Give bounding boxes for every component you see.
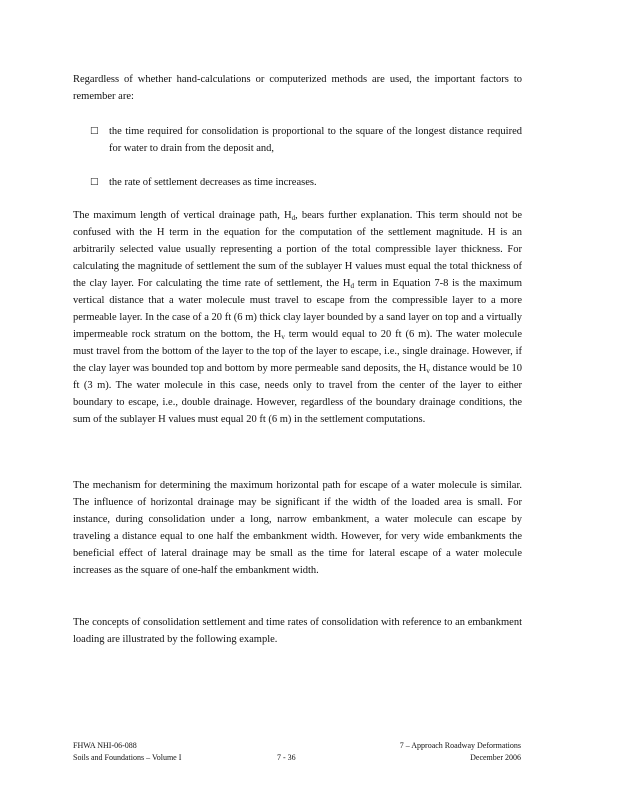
footer-report-number: FHWA NHI-06-088 bbox=[73, 741, 137, 750]
subscript-v: v bbox=[281, 333, 285, 341]
bullet-item-consolidation-time bbox=[90, 123, 522, 157]
subscript-v: v bbox=[426, 367, 430, 375]
text-run: The maximum length of vertical drainage path, H bbox=[73, 210, 292, 221]
footer-right bbox=[400, 740, 521, 764]
checkbox-bullet-icon: □ bbox=[90, 177, 99, 187]
footer-left bbox=[73, 740, 181, 764]
text-run: term would equal to 20 ft (6 m). The water molecule must travel from the bottom of the layer to the top of the layer to escape, i.e., single drainage. However, if the clay layer was bounded top and bottom by more permeable sand deposits, the H bbox=[73, 329, 523, 374]
concepts-paragraph: The concepts of consolidation settlement and time rates of consolidation with reference to an embankment loading are illustrated by the following example. bbox=[73, 617, 522, 645]
footer-volume-title: Soils and Foundations – Volume I bbox=[73, 753, 182, 762]
bullet-text: the time required for consolidation is proportional to the square of the longest distance required for water to drain from the deposit and, bbox=[109, 126, 522, 154]
bullet-text: the rate of settlement decreases as time increases. bbox=[109, 177, 317, 188]
text-run: distance would be 10 ft (3 m). The water molecule in this case, needs only to travel from the center of the layer to either boundary to escape, i.e., double drainage. However, regardless of the boundary drainage conditions, the sum of the sublayer H values must equal 20 ft (6 m) in the settlement computations. bbox=[73, 363, 522, 425]
text-run: , bears further explanation. This term should not be confused with the H term in the equation for the computation of the settlement magnitude. H is an arbitrarily selected value usually representing a portion of the total compressible layer thickness. For calculating the magnitude of settlement the sum of the sublayer H values must equal the total thickness of the clay layer. For calculating the time rate of settlement, the H bbox=[73, 210, 522, 289]
checkbox-bullet-icon: □ bbox=[90, 126, 99, 136]
subscript-d: d bbox=[291, 214, 296, 222]
footer-chapter-title: 7 – Approach Roadway Deformations bbox=[399, 741, 521, 750]
footer-date: December 2006 bbox=[470, 753, 521, 762]
intro-paragraph: Regardless of whether hand-calculations or computerized methods are used, the important factors to remember are: bbox=[73, 74, 522, 102]
text-run: term in Equation 7-8 is the maximum vertical distance that a water molecule must travel to escape from the compressible layer to a more permeable layer. In the case of a 20 ft (6 m) thick clay layer bounded by a sand layer on top and a virtually impermeable rock stratum on the bottom, the H bbox=[73, 278, 523, 340]
drainage-path-paragraph bbox=[73, 207, 522, 428]
page-number: 7 - 36 bbox=[277, 753, 296, 762]
mechanism-paragraph: The mechanism for determining the maximum horizontal path for escape of a water molecule is similar. The influence of horizontal drainage may be significant if the width of the loaded area is small. For instance, during consolidation under a long, narrow embankment, a water molecule can escape by traveling a distance equal to one half the embankment width. However, for very wide embankments the beneficial effect of lateral drainage may be small as the time for lateral escape of a water molecule increases as the square of one-half the embankment width. bbox=[73, 480, 522, 576]
bullet-item-settlement-rate bbox=[90, 174, 522, 191]
subscript-d: d bbox=[350, 282, 354, 290]
